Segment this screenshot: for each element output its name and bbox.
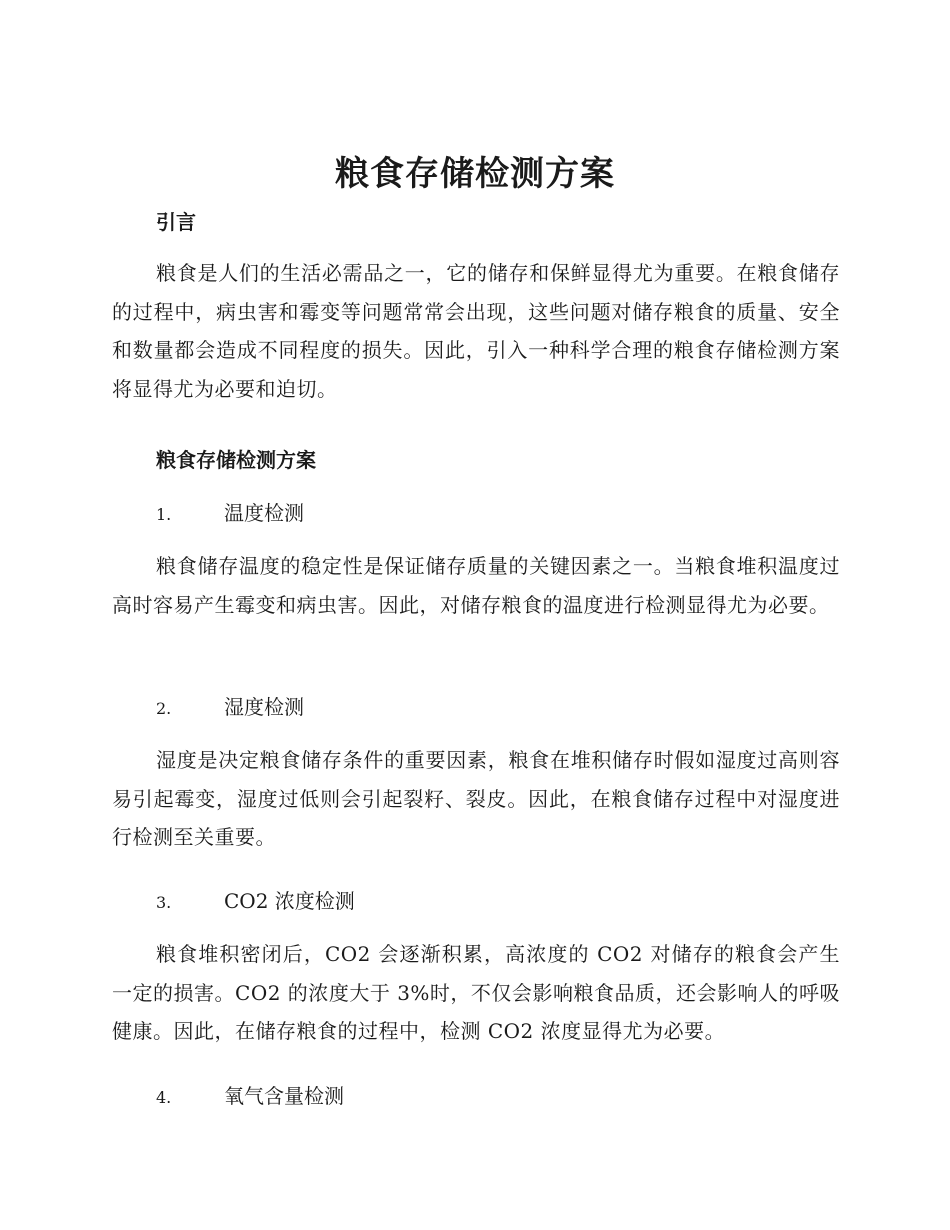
item-2-number: 2. [156, 699, 172, 718]
intro-heading: 引言 [156, 210, 196, 234]
item-1-heading [156, 497, 304, 526]
intro-paragraph: 粮食是人们的生活必需品之一，它的储存和保鲜显得尤为重要。在粮食储存的过程中，病虫害和霉变等问题常常会出现，这些问题对储存粮食的质量、安全和数量都会造成不同程度的损失。因此，引入一种科学合理的粮食存储检测方案将显得尤为必要和迫切。 [112, 261, 840, 401]
item-3-heading [156, 885, 355, 914]
item-2-title: 湿度检测 [224, 695, 304, 719]
item-4-number: 4. [156, 1088, 172, 1107]
document-title: 粮食存储检测方案 [335, 154, 615, 194]
item-4-heading [156, 1080, 344, 1109]
item-1-number: 1. [156, 505, 172, 524]
item-2-paragraph: 湿度是决定粮食储存条件的重要因素，粮食在堆积储存时假如湿度过高则容易引起霉变，湿度过低则会引起裂籽、裂皮。因此，在粮食储存过程中对湿度进行检测至关重要。 [112, 748, 840, 849]
item-1-title: 温度检测 [224, 501, 304, 525]
item-1-paragraph: 粮食储存温度的稳定性是保证储存质量的关键因素之一。当粮食堆积温度过高时容易产生霉变和病虫害。因此，对储存粮食的温度进行检测显得尤为必要。 [112, 554, 840, 617]
section-heading: 粮食存储检测方案 [156, 448, 316, 472]
item-3-number: 3. [156, 893, 172, 912]
item-3-paragraph: 粮食堆积密闭后，CO2 会逐渐积累，高浓度的 CO2 对储存的粮食会产生一定的损害。CO2 的浓度大于 3%时，不仅会影响粮食品质，还会影响人的呼吸健康。因此，在储存粮食的过程中，检测 CO2 浓度显得尤为必要。 [112, 942, 840, 1043]
item-3-title: CO2 浓度检测 [224, 889, 355, 913]
item-4-title: 氧气含量检测 [224, 1084, 344, 1108]
item-2-heading [156, 691, 304, 720]
